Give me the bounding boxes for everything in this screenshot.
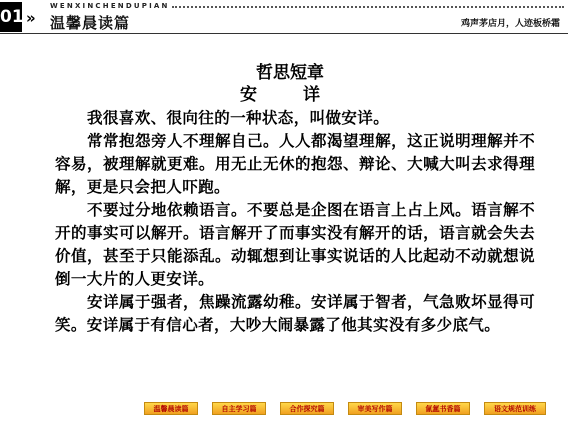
paragraph: 不要过分地依赖语言。不要总是企图在语言上占上风。语言解不开的事实可以解开。语言解开了而事实没有解开的话，语言就会失去价值，甚至于只能添乱。动辄想到让事实说话的人比起动不动就想说倒一大片的人更安详。 — [55, 200, 535, 288]
footer-nav — [144, 402, 564, 418]
nav-button-aesthetic-writing[interactable]: 审美写作篇 — [348, 402, 402, 415]
article-body — [55, 106, 535, 336]
paragraph: 我很喜欢、很向往的一种状态，叫做安详。 — [87, 108, 390, 127]
header-bar — [0, 0, 568, 34]
nav-button-language-training[interactable]: 语文规范训练 — [484, 402, 546, 415]
nav-button-morning-reading[interactable]: 温馨晨读篇 — [144, 402, 198, 415]
chevron-double-right-icon: » — [26, 9, 36, 27]
nav-button-book-fragrance[interactable]: 氤氲书香篇 — [416, 402, 470, 415]
section-title: 温馨晨读篇 — [50, 14, 131, 32]
nav-button-cooperative-inquiry[interactable]: 合作探究篇 — [280, 402, 334, 415]
nav-button-self-study[interactable]: 自主学习篇 — [212, 402, 266, 415]
header-divider — [0, 33, 568, 34]
article-title: 哲思短章 — [256, 63, 324, 83]
article-author: 安 详 — [240, 85, 340, 105]
chapter-number-badge: 01 — [0, 2, 22, 32]
paragraph: 常常抱怨旁人不理解自己。人人都渴望理解，这正说明理解并不容易，被理解就更难。用无止无休的抱怨、辩论、大喊大叫去求得理解，更是只会把人吓跑。 — [55, 131, 535, 196]
header-dotted-divider — [172, 6, 564, 8]
header-motto: 鸡声茅店月，人迹板桥霜 — [460, 19, 560, 29]
section-pinyin: WENXINCHENDUPIAN — [50, 2, 170, 10]
paragraph: 安详属于强者，焦躁流露幼稚。安详属于智者，气急败坏显得可笑。安详属于有信心者，大吵大闹暴露了他其实没有多少底气。 — [55, 292, 535, 334]
article — [55, 62, 535, 336]
